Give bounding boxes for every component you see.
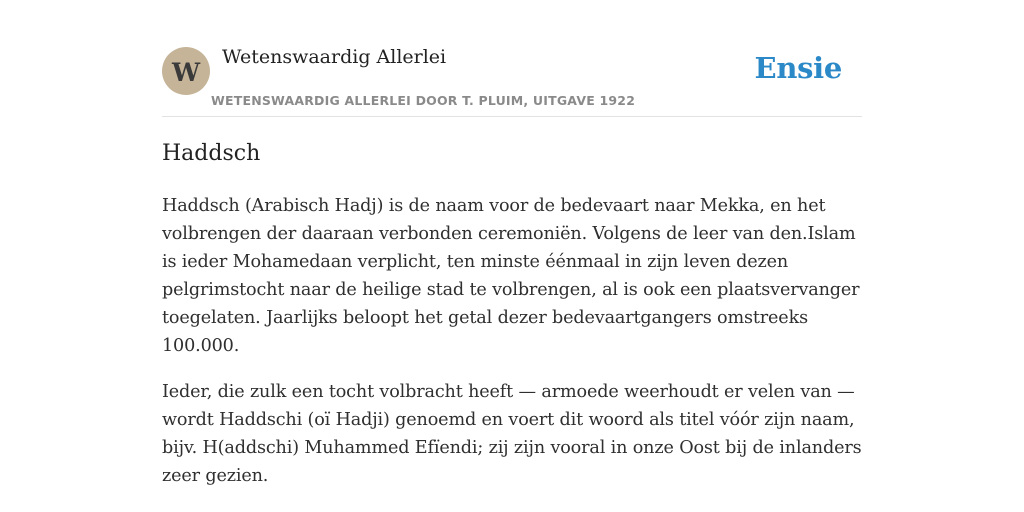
source-header xyxy=(162,0,862,117)
avatar-letter: W xyxy=(171,57,201,87)
source-title-link[interactable]: Wetenswaardig Allerlei xyxy=(222,46,447,68)
page xyxy=(162,0,862,486)
entry-paragraph: Ieder, die zulk een tocht volbracht heeft — armoede weerhoudt er velen van — wordt Haddschi (oï Hadji) genoemd en voert dit woord als titel vóór zijn naam, bijv. H(addschi) Muhammed Efïendi; zij zijn vooral in onze Oost bij de inlanders zeer gezien. xyxy=(162,382,862,486)
entry-paragraph: Haddsch (Arabisch Hadj) is de naam voor de bedevaart naar Mekka, en het volbrengen der daaraan verbonden ceremoniën. Volgens de leer van den.Islam is ieder Mohamedaan verplicht, ten minste éénmaal in zijn leven dezen pelgrimstocht naar de heilige stad te volbrengen, al is ook een plaatsvervanger toegelaten. Jaarlijks beloopt het getal dezer bedevaartgangers omstreeks 100.000. xyxy=(162,196,860,356)
ensie-logo-link[interactable]: Ensie xyxy=(754,51,842,85)
avatar[interactable] xyxy=(162,47,210,95)
entry-title: Haddsch xyxy=(162,141,261,166)
entry-body xyxy=(162,192,862,508)
source-subtitle: WETENSWAARDIG ALLERLEI DOOR T. PLUIM, UITGAVE 1922 xyxy=(211,93,636,108)
